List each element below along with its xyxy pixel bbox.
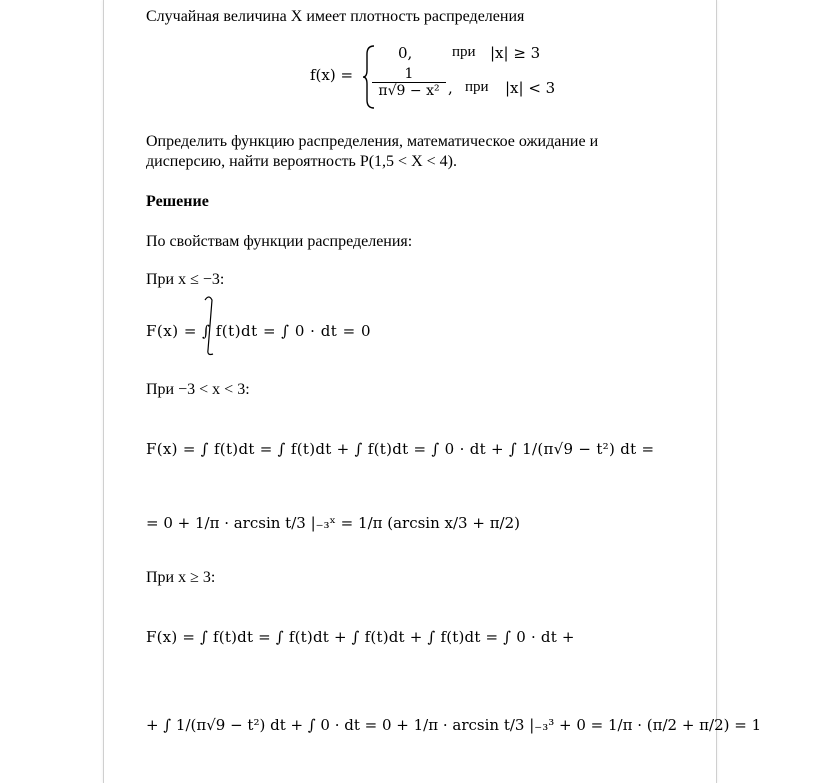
- case2-result-text: = 0 + 1/π · arcsin t/3 |₋₃ˣ = 1/π (arcsin x/3 + π/2): [146, 514, 521, 532]
- case1-formula-text: F(x) = ∫ f(t)dt = ∫ 0 · dt = 0: [146, 322, 371, 340]
- solution-intro: По свойствам функции распределения:: [146, 233, 413, 250]
- case3-formula-text: F(x) = ∫ f(t)dt = ∫ f(t)dt + ∫ f(t)dt + ∫ f(t)dt = ∫ 0 · dt +: [146, 628, 575, 646]
- case2-label: При −3 < x < 3:: [146, 381, 250, 398]
- case1-label: При x ≤ −3:: [146, 271, 225, 288]
- case2-condition: |x| < 3: [505, 79, 556, 97]
- case2-numerator: 1: [372, 66, 446, 83]
- case1-value: 0,: [398, 44, 413, 62]
- case2-comma: ,: [448, 79, 453, 97]
- case2-formula-text: F(x) = ∫ f(t)dt = ∫ f(t)dt + ∫ f(t)dt = ∫ 0 · dt + ∫ 1/(π√9 − t²) dt =: [146, 440, 655, 458]
- integral-sign: [205, 297, 213, 355]
- density-lhs: f(x) =: [310, 66, 354, 84]
- case3-label: При x ≥ 3:: [146, 569, 216, 586]
- problem-intro: Случайная величина X имеет плотность распределения: [146, 8, 525, 25]
- case1-word: при: [452, 44, 476, 60]
- task-line-1: Определить функцию распределения, математическое ожидание и: [146, 133, 599, 150]
- case2-word: при: [465, 79, 489, 95]
- case1-condition: |x| ≥ 3: [490, 44, 541, 62]
- case3-result-text: + ∫ 1/(π√9 − t²) dt + ∫ 0 · dt = 0 + 1/π · arcsin t/3 |₋₃³ + 0 = 1/π · (π/2 + π/2) = 1: [146, 716, 762, 734]
- solution-heading: Решение: [146, 193, 209, 210]
- case2-denominator: π√9 − x²: [378, 83, 440, 99]
- task-line-2: дисперсию, найти вероятность P(1,5 < X < 4).: [146, 153, 457, 170]
